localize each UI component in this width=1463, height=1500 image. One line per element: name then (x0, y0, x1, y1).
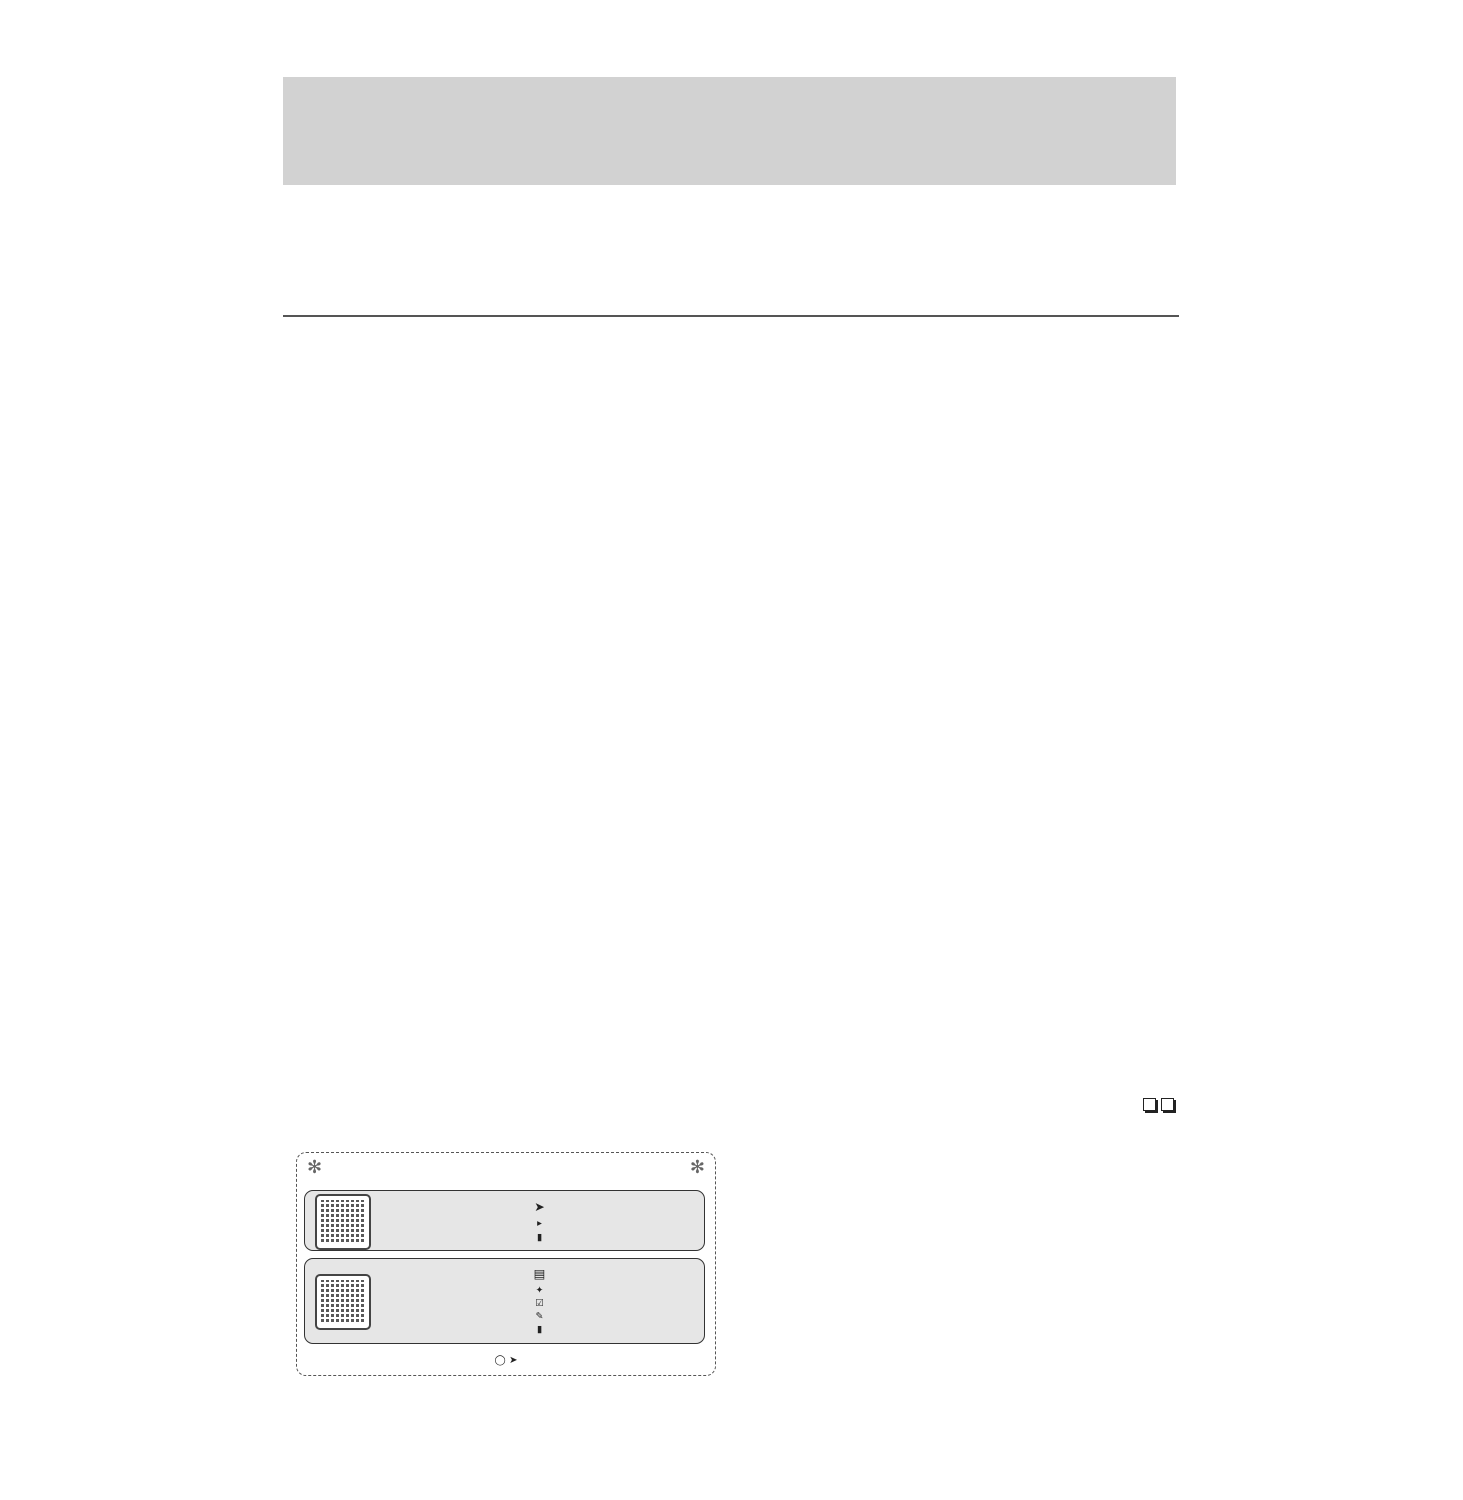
board-updates-title (375, 1199, 704, 1214)
qr-code-icon[interactable] (315, 1194, 371, 1250)
info-box-footer (297, 1355, 715, 1366)
phone-icon: ▮ (536, 1324, 543, 1335)
checkbox-icon (1143, 1098, 1156, 1111)
board-updates-card (304, 1190, 705, 1251)
books-icon: ▤ (533, 1266, 546, 1281)
content-line (375, 1324, 704, 1335)
sparkles-icon: ✦ (535, 1285, 544, 1296)
board-updates-line (375, 1218, 704, 1229)
phone-icon: ▮ (536, 1232, 543, 1243)
rocket-icon: ➤ (509, 1355, 518, 1366)
rocket-icon: ➤ (534, 1199, 545, 1214)
content-line (375, 1285, 704, 1296)
lightbulb-icon: ◯ (494, 1355, 510, 1366)
latest-content-card (304, 1258, 705, 1344)
party-popper-icon: ✻ (307, 1157, 323, 1178)
divider (283, 315, 1179, 317)
content-line (375, 1311, 704, 1322)
end-marks (1143, 1098, 1179, 1116)
content-line (375, 1298, 704, 1309)
checkbox-icon (1161, 1098, 1174, 1111)
title-bar (283, 77, 1176, 185)
qr-code-icon[interactable] (315, 1274, 371, 1330)
latest-content-title (375, 1266, 704, 1281)
board-updates-line (375, 1232, 704, 1243)
megaphone-icon: ▸ (537, 1218, 542, 1229)
check-icon: ☑ (535, 1298, 544, 1309)
info-box (296, 1152, 716, 1376)
pencil-icon: ✎ (535, 1311, 544, 1322)
party-popper-icon: ✻ (689, 1157, 705, 1178)
